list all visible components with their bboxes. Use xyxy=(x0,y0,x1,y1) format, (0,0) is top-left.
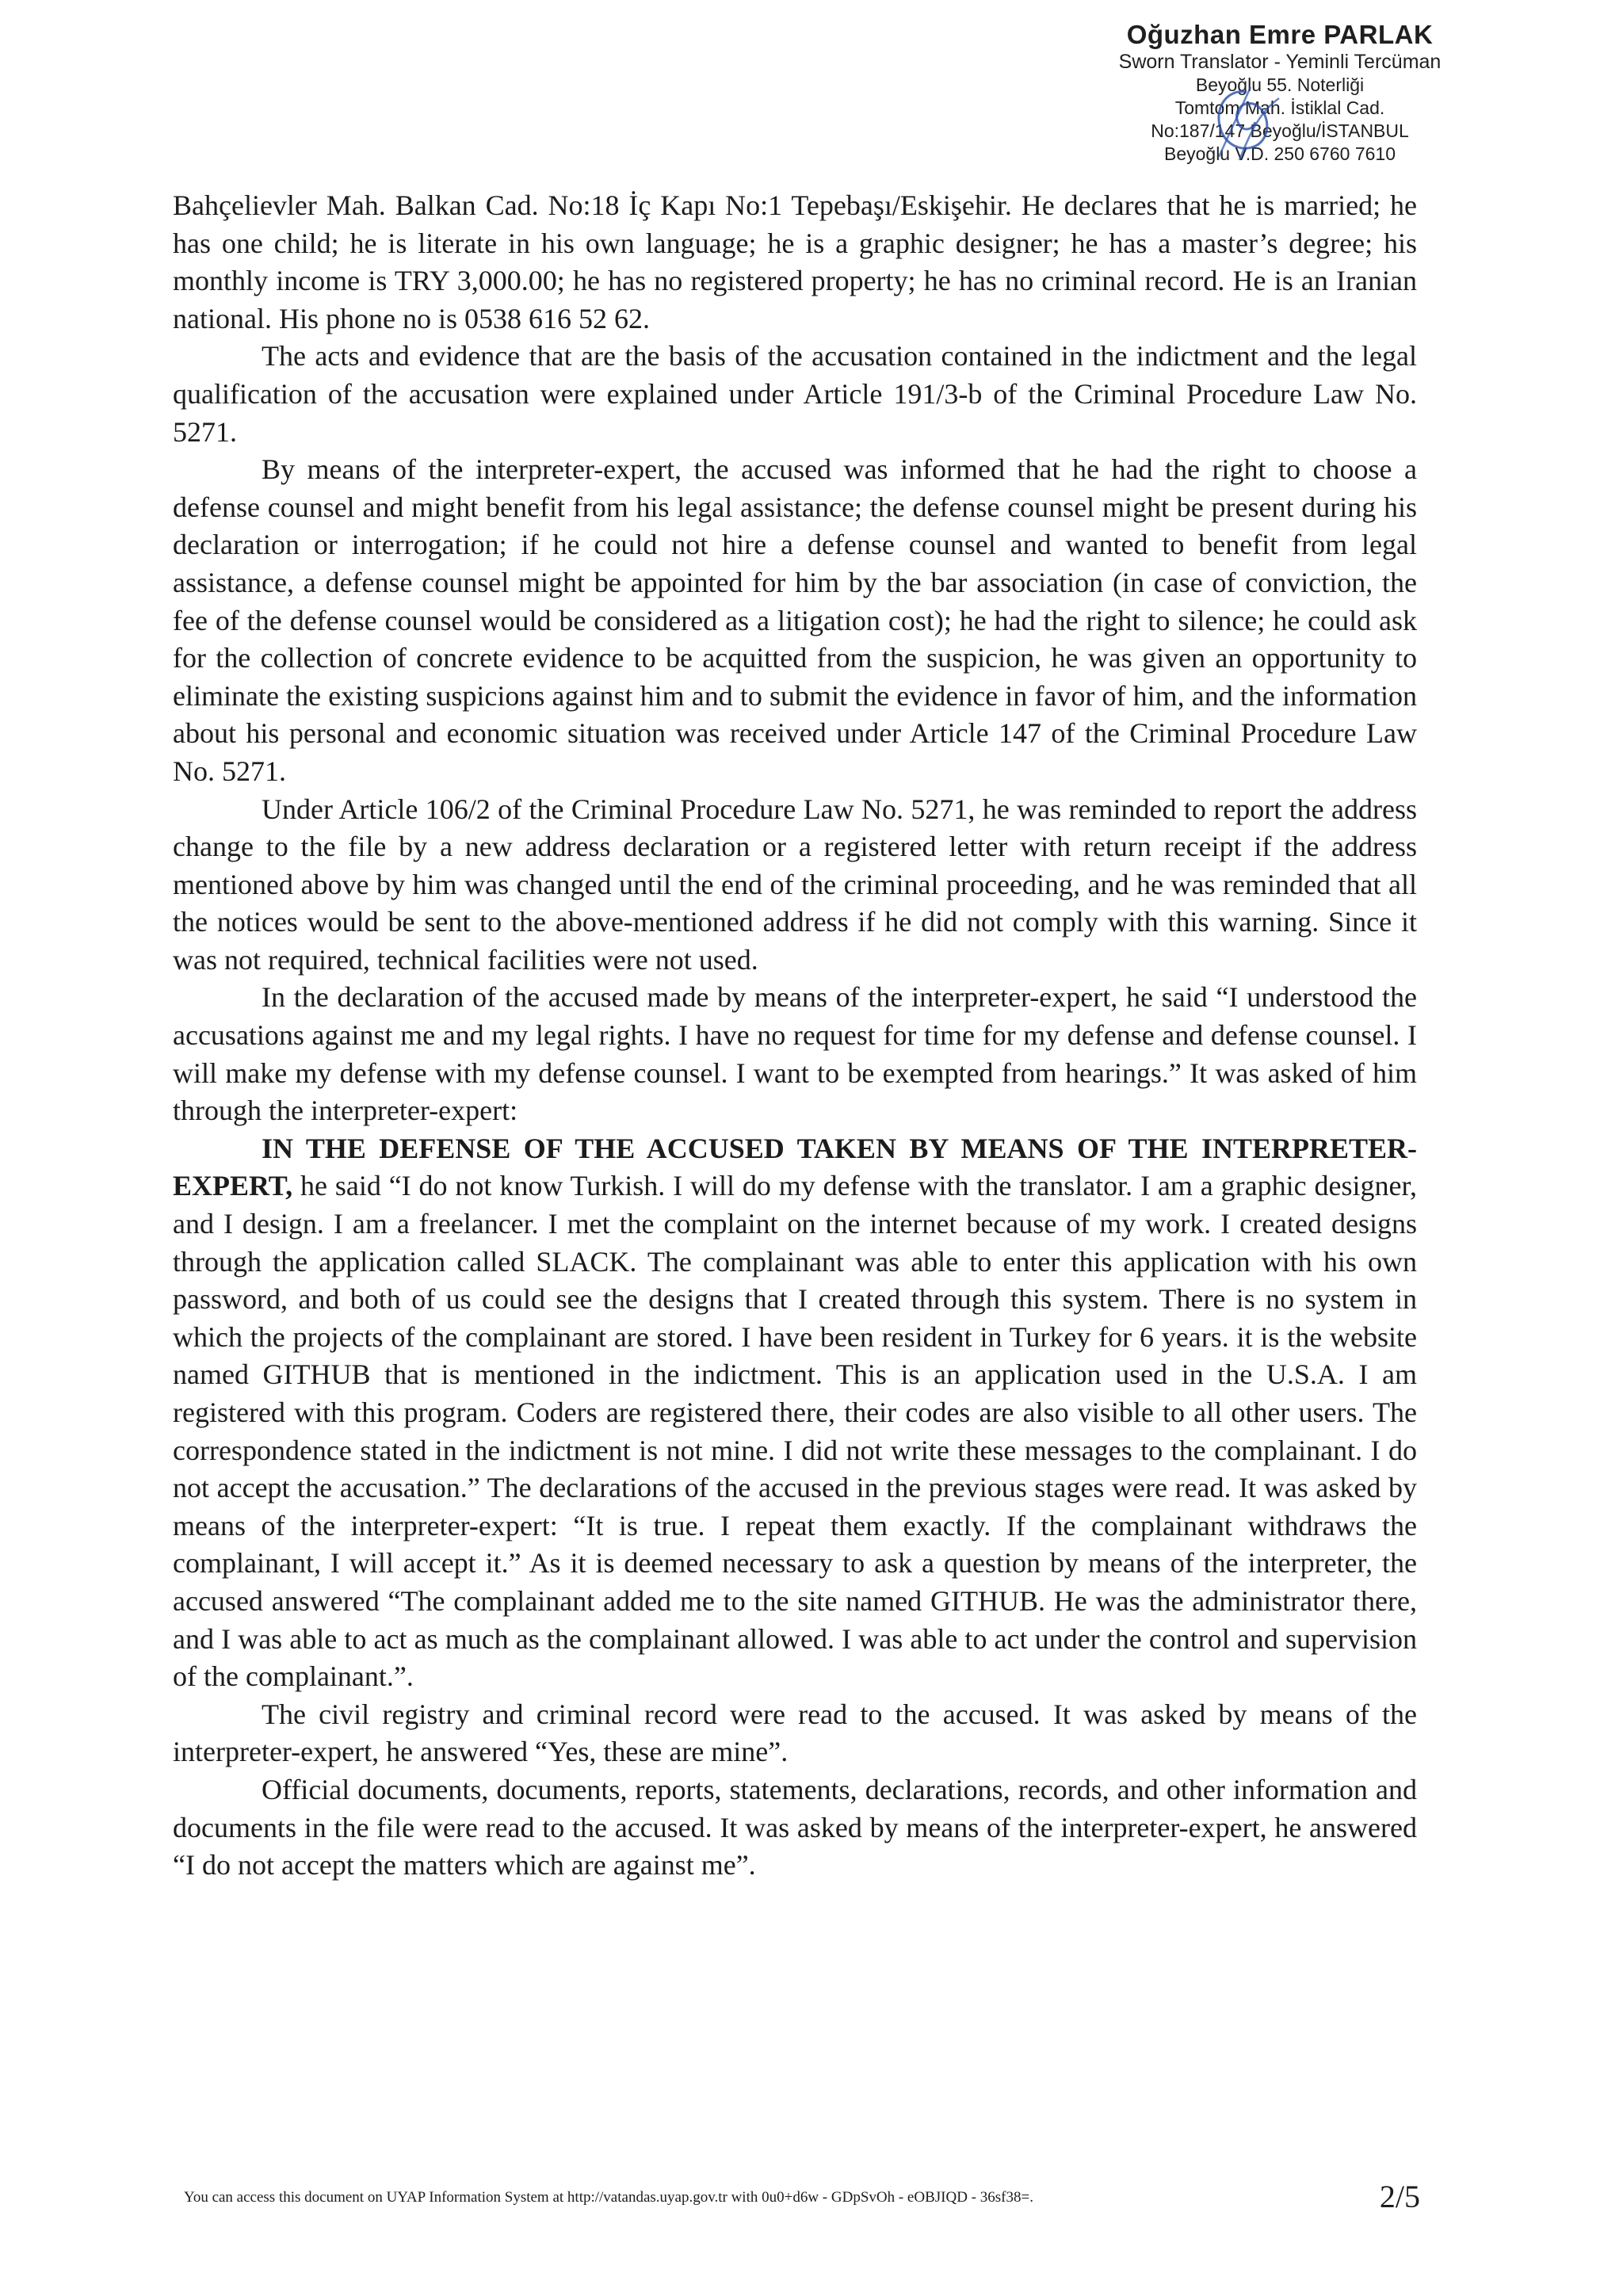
defense-text: he said “I do not know Turkish. I will do my defense with the translator. I am a graphic designer, and I design. I am a freelancer. I met the complaint on the internet because of my work. I created designs through the application called SLACK. The complainant was able to enter this application with his own password, and both of us could see the designs that I created through this system. There is no system in which the projects of the complainant are stored. I have been resident in Turkey for 6 years. it is the website named GITHUB that is mentioned in the indictment. This is an application used in the U.S.A. I am registered with this program. Coders are registered there, their codes are also visible to all other users. The correspondence stated in the indictment is not mine. I did not write these messages to the complainant. I do not accept the accusation.” The declarations of the accused in the previous stages were read. It was asked by means of the interpreter-expert: “It is true. I repeat them exactly. If the complainant withdraws the complainant, I will accept it.” As it is deemed necessary to ask a question by means of the interpreter, the accused answered “The complainant added me to the site named GITHUB. He was the administrator there, and I was able to act as much as the complainant allowed. I was able to act under the control and supervision of the complainant.”. xyxy=(173,1170,1417,1693)
body-paragraph: Bahçelievler Mah. Balkan Cad. No:18 İç Kapı No:1 Tepebaşı/Eskişehir. He declares that he is married; he has one child; he is literate in his own language; he is a graphic designer; he has a master’s degree; his monthly income is TRY 3,000.00; he has no registered property; he has no criminal record. He is an Iranian national. His phone no is 0538 616 52 62. xyxy=(173,189,1417,334)
defense-paragraph xyxy=(173,1130,1417,1696)
translator-stamp xyxy=(1094,19,1466,166)
tax-office-line: Beyoğlu V.D. 250 6760 7610 xyxy=(1163,143,1396,164)
address-line: Tomtom Mah. İstiklal Cad. xyxy=(1174,97,1385,118)
document-body xyxy=(173,187,1417,1885)
body-paragraph: In the declaration of the accused made by means of the interpreter-expert, he said “I understood the accusations against me and my legal rights. I have no request for time for my defense and defense counsel. I will make my defense with my defense counsel. I want to be exempted from hearings.” It was asked of him through the interpreter-expert: xyxy=(173,981,1417,1127)
body-paragraph: Official documents, documents, reports, statements, declarations, records, and other information and documents in the file were read to the accused. It was asked by means of the interpreter-expert, he answered “I do not accept the matters which are against me”. xyxy=(173,1773,1417,1881)
page-number: 2/5 xyxy=(1379,2179,1420,2214)
body-paragraph: Under Article 106/2 of the Criminal Procedure Law No. 5271, he was reminded to report the address change to the file by a new address declaration or a registered letter with return receipt if the address mentioned above by him was changed until the end of the criminal proceeding, and he was reminded that all the notices would be sent to the above-mentioned address if he did not comply with this warning. Since it was not required, technical facilities were not used. xyxy=(173,793,1417,976)
notary-line: Beyoğlu 55. Noterliği xyxy=(1195,74,1365,95)
body-paragraph: By means of the interpreter-expert, the accused was informed that he had the right to choose a defense counsel and might benefit from his legal assistance; the defense counsel might be present during his declaration or interrogation; if he could not hire a defense counsel and wanted to benefit from legal assistance, a defense counsel might be appointed for him by the bar association (in case of conviction, the fee of the defense counsel would be considered as a litigation cost); he had the right to silence; he could ask for the collection of concrete evidence to be acquitted from the suspicion, he was given an opportunity to eliminate the existing suspicions against him and to submit the evidence in favor of him, and the information about his personal and economic situation was received under Article 147 of the Criminal Procedure Law No. 5271. xyxy=(173,453,1417,787)
body-paragraph: The acts and evidence that are the basis of the accusation contained in the indictment and the legal qualification of the accusation were explained under Article 191/3-b of the Criminal Procedure Law No. 5271. xyxy=(173,340,1417,448)
body-paragraph: The civil registry and criminal record were read to the accused. It was asked by means of the interpreter-expert, he answered “Yes, these are mine”. xyxy=(173,1698,1417,1768)
translator-name: Oğuzhan Emre PARLAK xyxy=(1126,20,1434,49)
uyap-access-note: You can access this document on UYAP Information System at http://vatandas.uyap.gov.tr with 0u0+d6w - GDpSvOh - eOBJIQD - 36sf38=. xyxy=(184,2189,1033,2206)
translator-title: Sworn Translator - Yeminli Tercüman xyxy=(1118,51,1442,73)
address-line-2: No:187/147 Beyoğlu/İSTANBUL xyxy=(1151,120,1409,141)
defense-heading: IN THE DEFENSE OF THE ACCUSED TAKEN BY MEANS OF THE INTERPRETER-EXPERT, xyxy=(173,1132,1417,1202)
